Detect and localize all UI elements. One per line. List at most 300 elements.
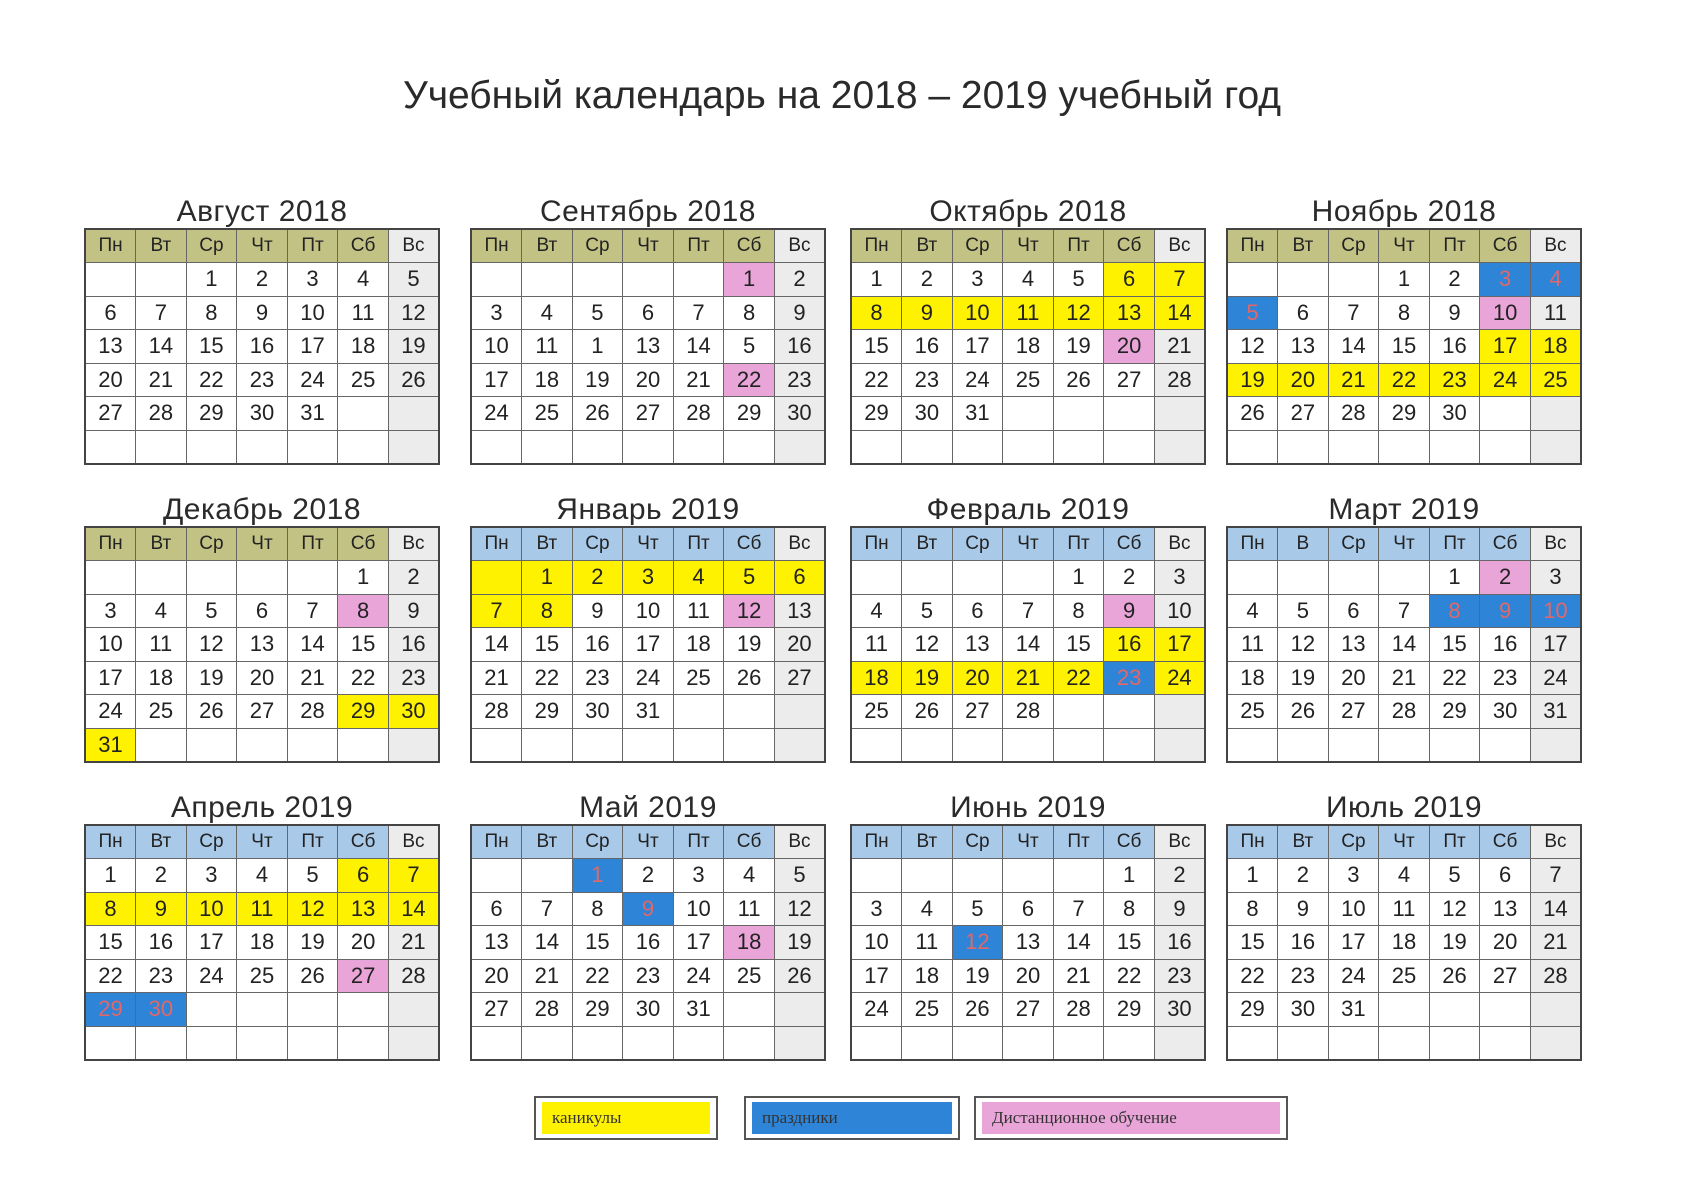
- weekday-header: Чт: [623, 825, 674, 859]
- day-cell: [388, 1026, 439, 1060]
- day-cell: 12: [902, 628, 953, 662]
- week-row: [85, 628, 439, 662]
- day-cell: 29: [1104, 993, 1155, 1027]
- week-row: [471, 661, 825, 695]
- day-cell: 19: [1227, 363, 1278, 397]
- day-cell: [952, 561, 1003, 595]
- day-cell: [1429, 1026, 1480, 1060]
- day-cell: 1: [851, 263, 902, 297]
- day-cell: [952, 1026, 1003, 1060]
- weekday-header: Пт: [673, 825, 724, 859]
- weekday-header: Вс: [1530, 229, 1581, 263]
- day-cell: [1003, 728, 1054, 762]
- weekday-header: Чт: [1379, 825, 1430, 859]
- day-cell: 29: [1429, 695, 1480, 729]
- day-cell: 29: [1379, 397, 1430, 431]
- weekday-header: Вт: [1278, 825, 1329, 859]
- day-cell: 12: [388, 296, 439, 330]
- week-row: [85, 993, 439, 1027]
- day-cell: [724, 728, 775, 762]
- day-cell: 22: [1227, 959, 1278, 993]
- day-cell: [1530, 397, 1581, 431]
- day-cell: [471, 1026, 522, 1060]
- day-cell: 11: [237, 892, 288, 926]
- weekday-header: Ср: [1328, 825, 1379, 859]
- day-cell: 22: [1379, 363, 1430, 397]
- week-row: [1227, 728, 1581, 762]
- day-cell: 9: [572, 594, 623, 628]
- weekday-header: Ср: [572, 527, 623, 561]
- weekday-header: Сб: [724, 229, 775, 263]
- day-cell: 4: [902, 892, 953, 926]
- day-cell: 23: [572, 661, 623, 695]
- day-cell: 6: [1480, 859, 1531, 893]
- day-cell: 18: [1227, 661, 1278, 695]
- day-cell: 5: [952, 892, 1003, 926]
- week-row: [85, 330, 439, 364]
- day-cell: 27: [1003, 993, 1054, 1027]
- weekday-header: Пт: [1053, 825, 1104, 859]
- day-cell: 27: [1480, 959, 1531, 993]
- day-cell: [1429, 993, 1480, 1027]
- day-cell: 17: [186, 926, 237, 960]
- day-cell: 23: [774, 363, 825, 397]
- day-cell: [673, 728, 724, 762]
- day-cell: [136, 728, 187, 762]
- day-cell: 5: [572, 296, 623, 330]
- week-row: [1227, 263, 1581, 297]
- week-row: [1227, 397, 1581, 431]
- day-cell: [724, 993, 775, 1027]
- week-row: [851, 561, 1205, 595]
- day-cell: 26: [572, 397, 623, 431]
- day-cell: 30: [1278, 993, 1329, 1027]
- day-cell: 7: [1328, 296, 1379, 330]
- day-cell: [136, 1026, 187, 1060]
- day-cell: [186, 728, 237, 762]
- day-cell: 21: [1328, 363, 1379, 397]
- day-cell: [1530, 728, 1581, 762]
- month-title: Август 2018: [176, 195, 348, 228]
- day-cell: [1003, 859, 1054, 893]
- day-cell: 19: [1278, 661, 1329, 695]
- day-cell: 12: [186, 628, 237, 662]
- day-cell: [623, 430, 674, 464]
- weekday-header-row: [85, 825, 439, 859]
- week-row: [85, 263, 439, 297]
- week-row: [85, 728, 439, 762]
- day-cell: 12: [774, 892, 825, 926]
- day-cell: 12: [1227, 330, 1278, 364]
- month-calendar: [850, 488, 1206, 763]
- weekday-header-row: [85, 229, 439, 263]
- day-cell: 18: [1379, 926, 1430, 960]
- day-cell: 17: [287, 330, 338, 364]
- day-cell: [237, 561, 288, 595]
- day-cell: 19: [1053, 330, 1104, 364]
- day-cell: 27: [85, 397, 136, 431]
- month-calendar: [84, 190, 440, 465]
- day-cell: [774, 1026, 825, 1060]
- day-cell: 3: [85, 594, 136, 628]
- week-row: [471, 892, 825, 926]
- day-cell: 25: [338, 363, 389, 397]
- day-cell: 9: [136, 892, 187, 926]
- day-cell: 27: [338, 959, 389, 993]
- day-cell: 26: [1227, 397, 1278, 431]
- day-cell: 15: [1104, 926, 1155, 960]
- day-cell: 9: [1154, 892, 1205, 926]
- month-table: [84, 824, 440, 1061]
- weekday-header: Ср: [186, 825, 237, 859]
- day-cell: 10: [1328, 892, 1379, 926]
- day-cell: 26: [902, 695, 953, 729]
- day-cell: 8: [85, 892, 136, 926]
- day-cell: 18: [1003, 330, 1054, 364]
- week-row: [851, 892, 1205, 926]
- day-cell: [522, 728, 573, 762]
- day-cell: [724, 430, 775, 464]
- day-cell: [471, 561, 522, 595]
- week-row: [85, 397, 439, 431]
- weekday-header: Пт: [1053, 229, 1104, 263]
- day-cell: [85, 430, 136, 464]
- week-row: [851, 926, 1205, 960]
- day-cell: [1480, 993, 1531, 1027]
- day-cell: [1003, 561, 1054, 595]
- day-cell: 26: [388, 363, 439, 397]
- day-cell: 24: [186, 959, 237, 993]
- day-cell: [1154, 728, 1205, 762]
- weekday-header: Чт: [237, 527, 288, 561]
- day-cell: 10: [1530, 594, 1581, 628]
- day-cell: 25: [522, 397, 573, 431]
- week-row: [1227, 430, 1581, 464]
- day-cell: 23: [623, 959, 674, 993]
- day-cell: [1003, 397, 1054, 431]
- day-cell: 27: [952, 695, 1003, 729]
- day-cell: 20: [338, 926, 389, 960]
- weekday-header: Ср: [952, 527, 1003, 561]
- month-title: Февраль 2019: [926, 493, 1130, 526]
- day-cell: 9: [237, 296, 288, 330]
- day-cell: 30: [902, 397, 953, 431]
- day-cell: 28: [471, 695, 522, 729]
- weekday-header: Вс: [774, 229, 825, 263]
- weekday-header: Вт: [522, 825, 573, 859]
- week-row: [1227, 926, 1581, 960]
- month-title: Июль 2019: [1325, 791, 1483, 824]
- week-row: [85, 859, 439, 893]
- day-cell: 2: [1278, 859, 1329, 893]
- day-cell: [522, 859, 573, 893]
- day-cell: 6: [623, 296, 674, 330]
- day-cell: 20: [1104, 330, 1155, 364]
- day-cell: [673, 1026, 724, 1060]
- day-cell: 26: [774, 959, 825, 993]
- day-cell: 25: [673, 661, 724, 695]
- day-cell: [1227, 561, 1278, 595]
- day-cell: 29: [851, 397, 902, 431]
- day-cell: 4: [338, 263, 389, 297]
- day-cell: [522, 1026, 573, 1060]
- day-cell: [724, 1026, 775, 1060]
- day-cell: [471, 430, 522, 464]
- day-cell: 3: [1530, 561, 1581, 595]
- day-cell: 28: [522, 993, 573, 1027]
- weekday-header: Вт: [902, 527, 953, 561]
- day-cell: [952, 859, 1003, 893]
- weekday-header: Вс: [1154, 825, 1205, 859]
- day-cell: 3: [287, 263, 338, 297]
- month-calendar: [84, 786, 440, 1061]
- day-cell: 2: [572, 561, 623, 595]
- day-cell: 20: [85, 363, 136, 397]
- week-row: [471, 728, 825, 762]
- weekday-header: Пт: [287, 527, 338, 561]
- week-row: [851, 628, 1205, 662]
- day-cell: 8: [186, 296, 237, 330]
- day-cell: 19: [902, 661, 953, 695]
- day-cell: [287, 430, 338, 464]
- day-cell: 17: [471, 363, 522, 397]
- weekday-header: Ср: [572, 229, 623, 263]
- day-cell: 5: [287, 859, 338, 893]
- day-cell: 26: [1278, 695, 1329, 729]
- day-cell: [1053, 1026, 1104, 1060]
- day-cell: 24: [1328, 959, 1379, 993]
- day-cell: 7: [287, 594, 338, 628]
- weekday-header: Ср: [1328, 527, 1379, 561]
- day-cell: 12: [1278, 628, 1329, 662]
- week-row: [85, 363, 439, 397]
- day-cell: [1227, 263, 1278, 297]
- weekday-header: Сб: [724, 527, 775, 561]
- day-cell: 13: [1480, 892, 1531, 926]
- day-cell: 20: [1480, 926, 1531, 960]
- day-cell: 30: [572, 695, 623, 729]
- month-calendar: [84, 488, 440, 763]
- month-title: Март 2019: [1328, 493, 1480, 526]
- weekday-header: Вт: [522, 527, 573, 561]
- day-cell: 10: [1154, 594, 1205, 628]
- day-cell: 26: [1429, 959, 1480, 993]
- day-cell: 14: [287, 628, 338, 662]
- month-table: [850, 526, 1206, 763]
- day-cell: [1053, 728, 1104, 762]
- day-cell: 2: [902, 263, 953, 297]
- day-cell: 24: [1154, 661, 1205, 695]
- day-cell: 12: [724, 594, 775, 628]
- day-cell: 10: [287, 296, 338, 330]
- day-cell: 2: [1429, 263, 1480, 297]
- weekday-header: Вс: [774, 825, 825, 859]
- day-cell: 21: [1003, 661, 1054, 695]
- day-cell: 13: [1104, 296, 1155, 330]
- week-row: [1227, 363, 1581, 397]
- day-cell: 30: [774, 397, 825, 431]
- day-cell: 4: [673, 561, 724, 595]
- day-cell: 25: [902, 993, 953, 1027]
- day-cell: 17: [851, 959, 902, 993]
- weekday-header: Ср: [572, 825, 623, 859]
- week-row: [851, 993, 1205, 1027]
- month-title: Декабрь 2018: [162, 493, 362, 526]
- day-cell: 13: [1003, 926, 1054, 960]
- day-cell: [1530, 1026, 1581, 1060]
- day-cell: 21: [471, 661, 522, 695]
- day-cell: 9: [388, 594, 439, 628]
- day-cell: 5: [724, 561, 775, 595]
- day-cell: 27: [623, 397, 674, 431]
- day-cell: 9: [623, 892, 674, 926]
- day-cell: 5: [902, 594, 953, 628]
- day-cell: 31: [287, 397, 338, 431]
- day-cell: 4: [1530, 263, 1581, 297]
- day-cell: [1003, 1026, 1054, 1060]
- weekday-header: Пт: [287, 825, 338, 859]
- day-cell: 23: [1278, 959, 1329, 993]
- day-cell: 7: [471, 594, 522, 628]
- day-cell: 22: [85, 959, 136, 993]
- day-cell: 13: [623, 330, 674, 364]
- week-row: [1227, 695, 1581, 729]
- weekday-header: Чт: [237, 825, 288, 859]
- day-cell: 2: [623, 859, 674, 893]
- day-cell: 27: [237, 695, 288, 729]
- day-cell: 14: [1003, 628, 1054, 662]
- day-cell: 5: [388, 263, 439, 297]
- day-cell: 29: [338, 695, 389, 729]
- day-cell: 16: [1154, 926, 1205, 960]
- day-cell: [287, 1026, 338, 1060]
- day-cell: [1278, 1026, 1329, 1060]
- week-row: [471, 926, 825, 960]
- week-row: [851, 661, 1205, 695]
- weekday-header: Пн: [851, 825, 902, 859]
- day-cell: 9: [902, 296, 953, 330]
- day-cell: [1328, 561, 1379, 595]
- weekday-header: Чт: [623, 527, 674, 561]
- day-cell: 10: [471, 330, 522, 364]
- day-cell: 23: [1480, 661, 1531, 695]
- day-cell: 30: [136, 993, 187, 1027]
- day-cell: [1379, 728, 1430, 762]
- day-cell: 16: [136, 926, 187, 960]
- day-cell: 6: [85, 296, 136, 330]
- day-cell: [1429, 430, 1480, 464]
- day-cell: 19: [952, 959, 1003, 993]
- day-cell: 8: [1053, 594, 1104, 628]
- weekday-header: Вт: [136, 229, 187, 263]
- day-cell: 22: [1429, 661, 1480, 695]
- month-table: [850, 228, 1206, 465]
- day-cell: 13: [1278, 330, 1329, 364]
- week-row: [85, 959, 439, 993]
- day-cell: 14: [1379, 628, 1430, 662]
- day-cell: 2: [1154, 859, 1205, 893]
- day-cell: 18: [1530, 330, 1581, 364]
- weekday-header-row: [851, 229, 1205, 263]
- weekday-header: Вт: [136, 825, 187, 859]
- day-cell: [851, 561, 902, 595]
- day-cell: 15: [338, 628, 389, 662]
- day-cell: [85, 263, 136, 297]
- weekday-header: Пт: [1429, 229, 1480, 263]
- day-cell: 22: [522, 661, 573, 695]
- day-cell: [287, 728, 338, 762]
- day-cell: 7: [1154, 263, 1205, 297]
- day-cell: [1530, 993, 1581, 1027]
- day-cell: [1379, 993, 1430, 1027]
- day-cell: [902, 859, 953, 893]
- day-cell: [1480, 1026, 1531, 1060]
- day-cell: 10: [851, 926, 902, 960]
- weekday-header: Вт: [902, 229, 953, 263]
- day-cell: 21: [136, 363, 187, 397]
- weekday-header: Сб: [1480, 229, 1531, 263]
- day-cell: 21: [1154, 330, 1205, 364]
- week-row: [1227, 959, 1581, 993]
- day-cell: 21: [1053, 959, 1104, 993]
- day-cell: 7: [388, 859, 439, 893]
- weekday-header: Ср: [952, 229, 1003, 263]
- day-cell: 18: [338, 330, 389, 364]
- day-cell: [1480, 397, 1531, 431]
- day-cell: 8: [1429, 594, 1480, 628]
- weekday-header: Вс: [388, 229, 439, 263]
- day-cell: 9: [1429, 296, 1480, 330]
- day-cell: 30: [237, 397, 288, 431]
- day-cell: 17: [623, 628, 674, 662]
- day-cell: 13: [471, 926, 522, 960]
- day-cell: [1227, 1026, 1278, 1060]
- day-cell: 8: [522, 594, 573, 628]
- day-cell: 4: [851, 594, 902, 628]
- day-cell: [572, 263, 623, 297]
- month-title: Апрель 2019: [170, 791, 354, 824]
- legend-holidays: [744, 1096, 960, 1140]
- month-table: [850, 824, 1206, 1061]
- day-cell: [1328, 1026, 1379, 1060]
- weekday-header: Ср: [952, 825, 1003, 859]
- day-cell: 4: [522, 296, 573, 330]
- day-cell: [85, 561, 136, 595]
- day-cell: 6: [1328, 594, 1379, 628]
- day-cell: [338, 1026, 389, 1060]
- day-cell: 11: [338, 296, 389, 330]
- day-cell: [136, 561, 187, 595]
- day-cell: 15: [522, 628, 573, 662]
- day-cell: [1480, 430, 1531, 464]
- day-cell: [1003, 430, 1054, 464]
- day-cell: 8: [572, 892, 623, 926]
- day-cell: 7: [522, 892, 573, 926]
- week-row: [851, 430, 1205, 464]
- day-cell: 23: [1429, 363, 1480, 397]
- day-cell: 8: [338, 594, 389, 628]
- day-cell: [851, 728, 902, 762]
- day-cell: 1: [1379, 263, 1430, 297]
- day-cell: 10: [952, 296, 1003, 330]
- weekday-header: Сб: [1104, 527, 1155, 561]
- week-row: [851, 1026, 1205, 1060]
- day-cell: 22: [1053, 661, 1104, 695]
- day-cell: [338, 993, 389, 1027]
- weekday-header: Пн: [471, 825, 522, 859]
- month-table: [1226, 228, 1582, 465]
- day-cell: [1328, 728, 1379, 762]
